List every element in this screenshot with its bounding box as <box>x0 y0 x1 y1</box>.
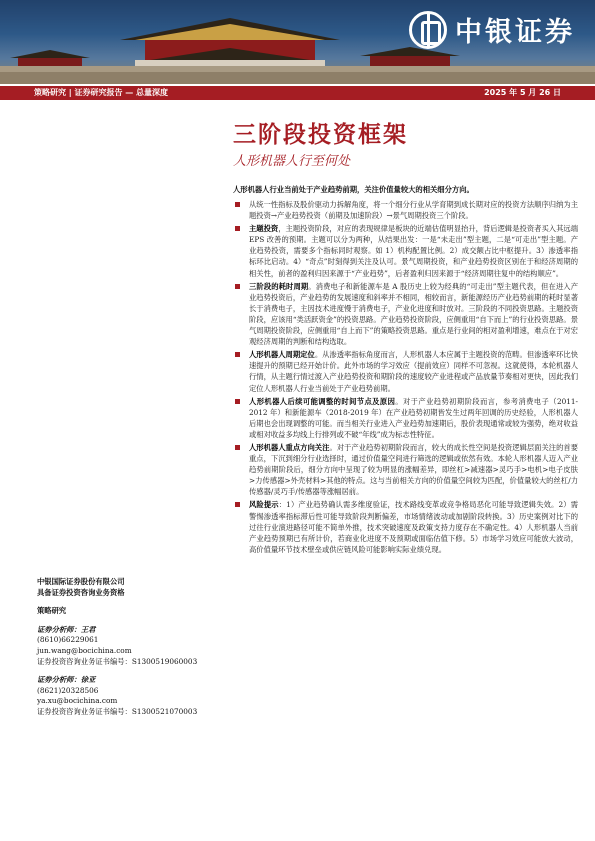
bullet-heading: 风险提示 <box>249 500 279 510</box>
analyst-cert: 证券投资咨询业务证书编号：S1300519060003 <box>37 656 198 666</box>
analyst-email[interactable]: jun.wang@bocichina.com <box>37 645 132 655</box>
bullet-item <box>233 396 578 440</box>
bullet-text: ，主题投资阶段，对应的表现规律是板块的近端估值明显抬升，背后逻辑是投资者买入其远端 EPS 改善的预期。主题可以分为两种，从结果出发：一是“未走出”型主题，二是“可走出”型主题。产业趋势投资，需要多个指标同时观察。如 1）机构配置比例。2）成交额占比中枢提升。3）渗透率指标环比启动。4）“奇点”时刻得到关注及认可。景气周期投资，和产业趋势投资区别在于和经济周期的相关性，前者的盈利归因来源于“产业趋势”，后者盈利归因来源于“经济周期往复中的结构顺应”。 <box>249 224 579 278</box>
analyst-phone: (8610)66229061 <box>37 635 99 645</box>
brand-logo <box>409 10 575 49</box>
bullet-item <box>233 442 578 497</box>
bullet-heading: 人形机器人后续可能调整的时间节点及原因 <box>249 396 396 406</box>
bullet-text: ：1）产业趋势确认需多维度验证，技术路线变革或竞争格局恶化可能导致逻辑失效。2）需警惕渗透率指标滞后性可能导致阶段判断偏差，市场情绪波动或加剧阶段转换。3）历史案例对比下的过往行业演进路径可能不简单外推，技术突破速度及政策支持力度存在不确定性。4）人形机器人当前产业趋势预期已有所计价，若商业化进度不及预期或面临估值下修。5）市场学习效应可能放大波动，高价值量环节技术壁垒或供应链风险可能影响实际业绩兑现。 <box>249 500 578 554</box>
org-qualification: 具备证券投资咨询业务资格 <box>37 587 125 597</box>
brand-name: 中银证券 <box>455 17 575 48</box>
bullet-heading: 人形机器人周期定位 <box>249 350 315 360</box>
bullet-text: 。消费电子和新能源车是 A 股历史上较为经典的“可走出”型主题代表，但在进入产业趋势投资后，产业趋势的发展速度和斜率并不相同，相较而言，新能源经历产业趋势前期的耗时显著长于消费电子，主因技术进度慢于消费电子，产业化进度和时放对。三阶段的不同投资思路。主题投资阶段，应该用“类活跃资金”的投资思路。产业趋势投资阶段，应侧重用“自下而上”的行业投资思路。景气周期投资阶段，应侧重用“自上而下”的策略投资思路。重点是行业间的相对盈利增速，难点在于对宏观经济周期的判断和结构选取。 <box>249 281 578 347</box>
analyst-name: 证券分析师：徐亚 <box>37 675 96 685</box>
bullet-item <box>233 349 578 393</box>
bullet-item <box>233 223 578 278</box>
header-banner <box>0 0 595 84</box>
bullet-text: 。对于产业趋势初期阶段而言，参考消费电子（2011-2012 年）和新能源车（2018-2019 年）在产业趋势初期皆发生过两年回调的历史经验，人形机器人后期也会出现调整的可能。而当相关行业进入产业趋势加速期后，股价表现通常或较为强势，绝对收益或相对收益多均线上行排列或不破“年线”成为标志性特征。 <box>249 396 578 439</box>
bullet-heading: 主题投资 <box>249 224 279 234</box>
org-name: 中银国际证券股份有限公司 <box>37 577 125 586</box>
lead-summary: 人形机器人行业当前处于产业趋势前期，关注价值量较大的相关细分方向。 <box>233 185 474 194</box>
boc-logo-icon <box>409 11 447 49</box>
report-date: 2025 年 5 月 26 日 <box>484 88 561 97</box>
dept-name: 策略研究 <box>37 606 67 616</box>
report-category: 策略研究 | 证券研究报告 — 总量深度 <box>34 88 169 97</box>
bullet-heading: 三阶段的耗时周期 <box>249 281 309 291</box>
analyst-name: 证券分析师：王君 <box>37 624 96 634</box>
analyst-email[interactable]: ya.xu@bocichina.com <box>37 696 118 706</box>
bullet-text: 。对于产业趋势初期阶段而言，较大的成长性空间是投资逻辑层面关注的首要重点，下沉到细分行业选择时，通过价值量空间进行筛选的逻辑或依然有效。本轮人形机器人迈入产业趋势前期阶段后，细分方向中呈现了较为明显的涨幅差异，即丝杠>减速器>灵巧手>电机>电子皮肤>力传感器>外壳材料>其他的特点。这与当前相关方向的价值量空间较为匹配，价值量较大的丝杠/力传感器/灵巧手/传感器等涨幅居前。 <box>249 442 579 497</box>
sidebar-contacts <box>37 577 227 718</box>
analyst-phone: (8621)20328506 <box>37 685 99 695</box>
bullet-item <box>233 499 578 554</box>
report-subtitle: 人形机器人行至何处 <box>233 154 351 169</box>
bullet-heading: 人形机器人重点方向关注 <box>249 442 330 452</box>
analyst-cert: 证券投资咨询业务证书编号：S1300521070003 <box>37 706 198 716</box>
summary-bullets <box>233 199 578 555</box>
bullet-item <box>233 199 578 221</box>
bullet-text: 。从渗透率指标角度而言，人形机器人本应属于主题投资的范畴。但渗透率环比快速提升的预期已经开始计价。此外市场的学习效应（提前效应）同样不可忽视。这就使得，本轮机器人行情，从主题行情过渡入产业趋势投资和期阶段的速度较产业进程或产品放量节奏相对更快，因此我们定位人形机器人行业当前处于产业趋势前期。 <box>249 350 579 393</box>
bullet-text: 从统一性指标及股价驱动力拆解角度，将一个细分行业从学育期到成长期对应的投资方法顺序归纳为主题投资→产业趋势投资（前期及加速阶段）→景气周期投资三个阶段。 <box>249 200 578 221</box>
bullet-item <box>233 281 578 348</box>
report-title: 三阶段投资框架 <box>233 122 408 148</box>
